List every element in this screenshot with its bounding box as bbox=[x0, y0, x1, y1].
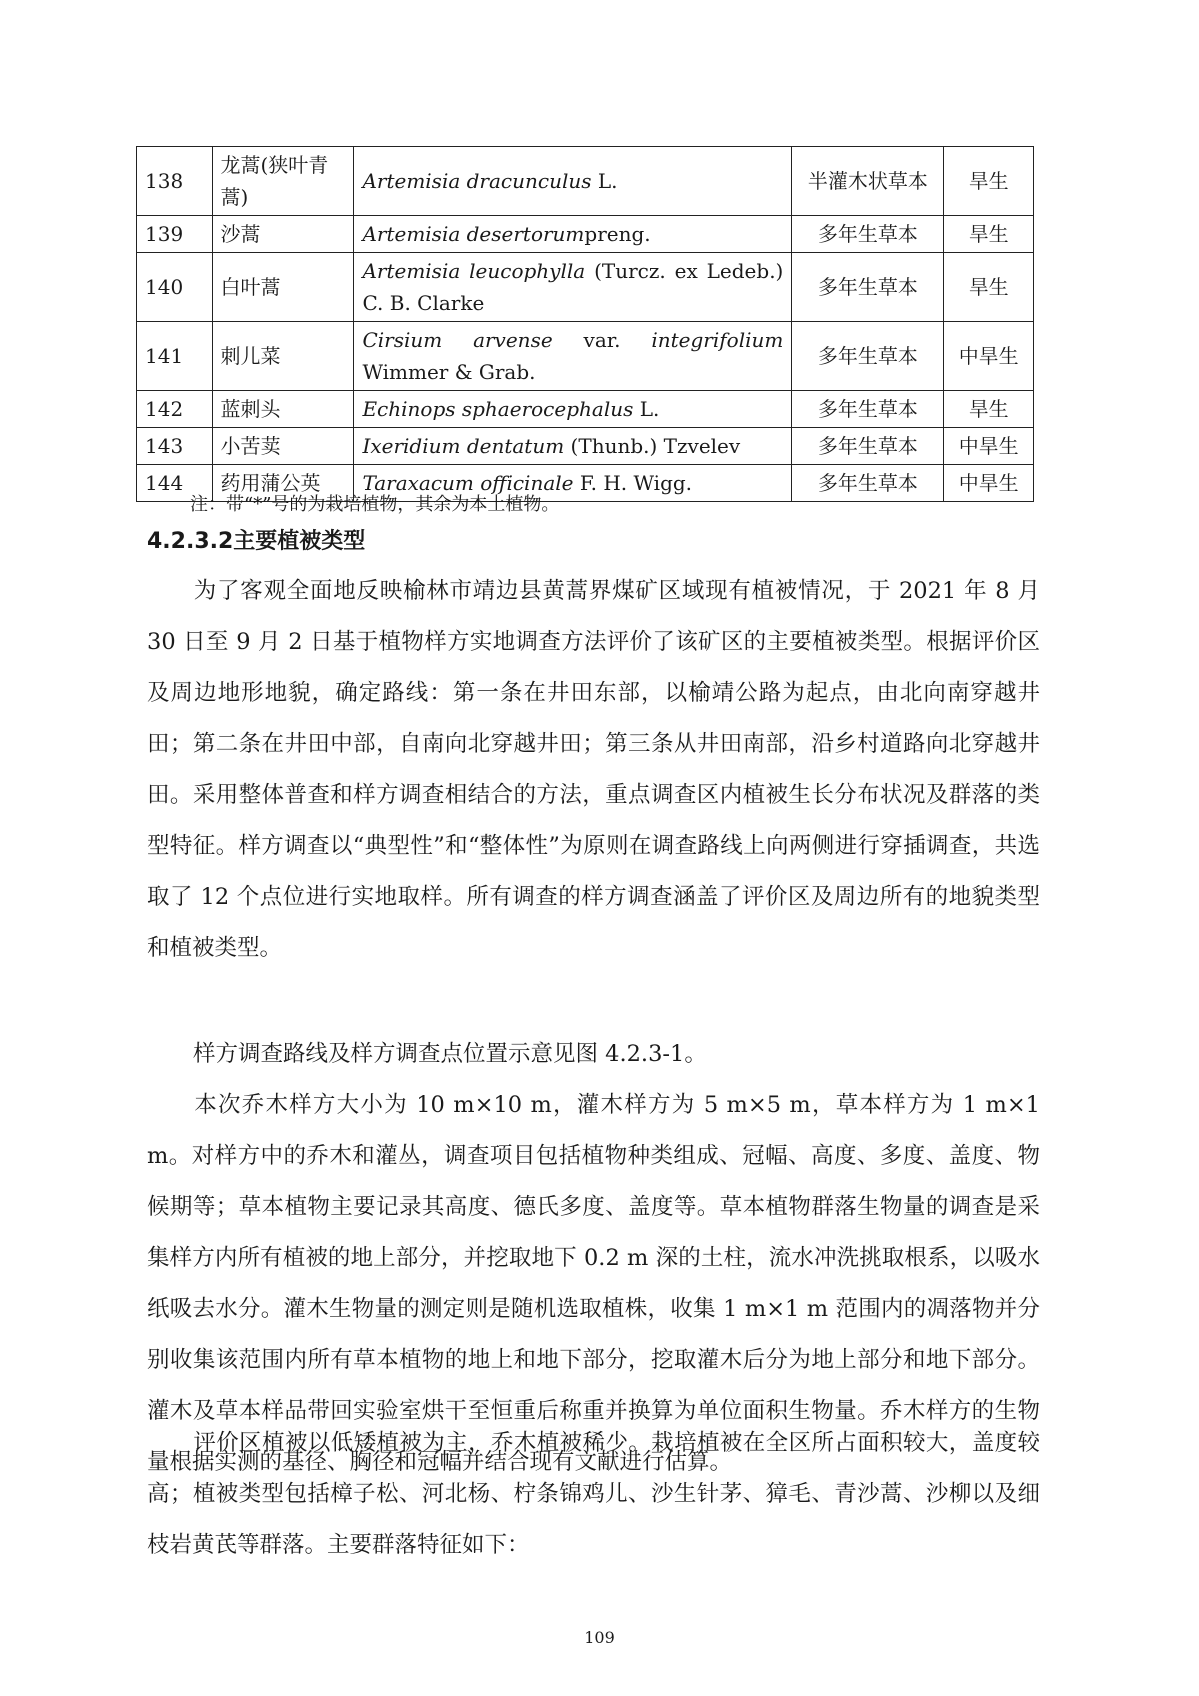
ecotype: 旱生 bbox=[944, 391, 1034, 428]
table-row bbox=[137, 391, 1034, 428]
latin-name: Artemisia leucophylla (Turcz. ex Ledeb.) C. B. Clarke bbox=[354, 253, 792, 322]
chinese-name: 龙蒿(狭叶青蒿) bbox=[212, 147, 354, 216]
row-number: 141 bbox=[137, 322, 213, 391]
table-row bbox=[137, 322, 1034, 391]
chinese-name: 沙蒿 bbox=[212, 216, 354, 253]
paragraph-vegetation-summary: 评价区植被以低矮植被为主，乔木植被稀少。栽培植被在全区所占面积较大，盖度较高；植被类型包括樟子松、河北杨、柠条锦鸡儿、沙生针茅、獐毛、青沙蒿、沙柳以及细枝岩黄芪等群落。主要群落特征如下： bbox=[147, 1430, 1040, 1558]
section-heading: 4.2.3.2主要植被类型 bbox=[147, 529, 366, 554]
paragraph-figure-reference: 样方调查路线及样方调查点位置示意见图 4.2.3-1。 bbox=[193, 1041, 707, 1067]
life-form: 多年生草本 bbox=[792, 391, 944, 428]
ecotype: 中旱生 bbox=[944, 465, 1034, 502]
ecotype: 旱生 bbox=[944, 253, 1034, 322]
paragraph-quadrat-details: 本次乔木样方大小为 10 m×10 m，灌木样方为 5 m×5 m，草本样方为 1 m×1 m。对样方中的乔木和灌丛，调查项目包括植物种类组成、冠幅、高度、多度、盖度、物候期等；草本植物主要记录其高度、德氏多度、盖度等。草本植物群落生物量的调查是采集样方内所有植被的地上部分，并挖取地下 0.2 m 深的土柱，流水冲洗挑取根系，以吸水纸吸去水分。灌木生物量的测定则是随机选取植株，收集 1 m×1 m 范围内的凋落物并分别收集该范围内所有草本植物的地上和地下部分，挖取灌木后分为地上部分和地下部分。灌木及草本样品带回实验室烘干至恒重后称重并换算为单位面积生物量。乔木样方的生物量根据实测的基径、胸径和冠幅并结合现有文献进行估算。 bbox=[147, 1092, 1040, 1475]
chinese-name: 小苦荬 bbox=[212, 428, 354, 465]
table-row bbox=[137, 147, 1034, 216]
row-number: 144 bbox=[137, 465, 213, 502]
life-form: 多年生草本 bbox=[792, 253, 944, 322]
row-number: 143 bbox=[137, 428, 213, 465]
row-number: 142 bbox=[137, 391, 213, 428]
life-form: 多年生草本 bbox=[792, 428, 944, 465]
page-number: 109 bbox=[584, 1628, 615, 1647]
life-form: 多年生草本 bbox=[792, 216, 944, 253]
latin-name: Echinops sphaerocephalus L. bbox=[354, 391, 792, 428]
chinese-name: 药用蒲公英 bbox=[212, 465, 354, 502]
table-row bbox=[137, 253, 1034, 322]
table-row bbox=[137, 428, 1034, 465]
life-form: 半灌木状草本 bbox=[792, 147, 944, 216]
table-note: 注：带“*”号的为栽培植物，其余为本土植物。 bbox=[190, 494, 560, 515]
life-form: 多年生草本 bbox=[792, 465, 944, 502]
row-number: 139 bbox=[137, 216, 213, 253]
chinese-name: 蓝刺头 bbox=[212, 391, 354, 428]
ecotype: 中旱生 bbox=[944, 322, 1034, 391]
ecotype: 旱生 bbox=[944, 147, 1034, 216]
latin-name: Ixeridium dentatum (Thunb.) Tzvelev bbox=[354, 428, 792, 465]
chinese-name: 刺儿菜 bbox=[212, 322, 354, 391]
row-number: 138 bbox=[137, 147, 213, 216]
ecotype: 旱生 bbox=[944, 216, 1034, 253]
latin-name: Artemisia desertorumpreng. bbox=[354, 216, 792, 253]
latin-name: Artemisia dracunculus L. bbox=[354, 147, 792, 216]
table-row bbox=[137, 216, 1034, 253]
life-form: 多年生草本 bbox=[792, 322, 944, 391]
latin-name: Taraxacum officinale F. H. Wigg. bbox=[354, 465, 792, 502]
ecotype: 中旱生 bbox=[944, 428, 1034, 465]
paragraph-survey-method: 为了客观全面地反映榆林市靖边县黄蒿界煤矿区域现有植被情况，于 2021 年 8 月 30 日至 9 月 2 日基于植物样方实地调查方法评价了该矿区的主要植被类型。根据评价区及周边地形地貌，确定路线：第一条在井田东部，以榆靖公路为起点，由北向南穿越井田；第二条在井田中部，自南向北穿越井田；第三条从井田南部，沿乡村道路向北穿越井田。采用整体普查和样方调查相结合的方法，重点调查区内植被生长分布状况及群落的类型特征。样方调查以“典型性”和“整体性”为原则在调查路线上向两侧进行穿插调查，共选取了 12 个点位进行实地取样。所有调查的样方调查涵盖了评价区及周边所有的地貌类型和植被类型。 bbox=[147, 578, 1040, 961]
chinese-name: 白叶蒿 bbox=[212, 253, 354, 322]
row-number: 140 bbox=[137, 253, 213, 322]
species-table bbox=[136, 146, 1034, 502]
latin-name: Cirsium arvense var. integrifolium Wimmer & Grab. bbox=[354, 322, 792, 391]
